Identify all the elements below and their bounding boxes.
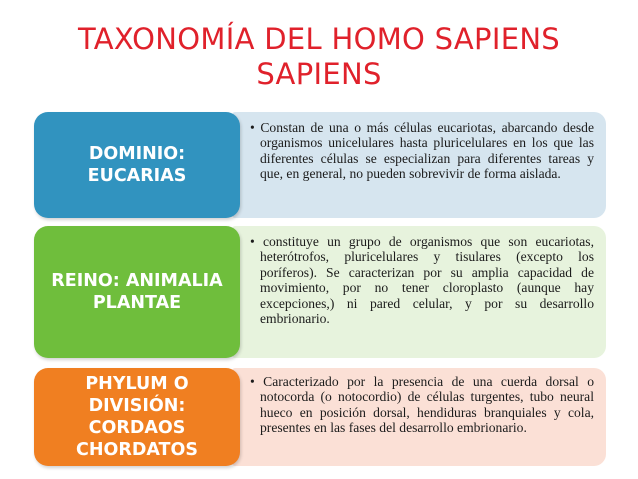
label-box-reino — [34, 226, 240, 358]
description-panel-reino — [232, 226, 606, 358]
label-text-reino: REINO: ANIMALIA PLANTAE — [51, 271, 223, 313]
description-panel-dominio — [232, 112, 606, 218]
label-box-phylum — [34, 368, 240, 466]
taxonomy-row-phylum — [34, 368, 606, 466]
description-text-phylum: • Caracterizado por la presencia de una cuerda dorsal o notocorda (o notocordio) de células turgentes, tubo neural hueco en posición dorsal, hendiduras branquiales y cola, presentes en las fases del desarrollo embrionario. — [250, 374, 594, 436]
taxonomy-row-dominio — [34, 112, 606, 218]
description-panel-phylum — [232, 368, 606, 466]
slide-title: TAXONOMÍA DEL HOMO SAPIENS SAPIENS — [77, 22, 561, 91]
label-box-dominio — [34, 112, 240, 218]
label-text-dominio: DOMINIO: EUCARIAS — [87, 144, 187, 186]
description-text-reino: • constituye un grupo de organismos que son eucariotas, heterótrofos, pluricelulares y tisulares (excepto los poríferos). Se caracterizan por su amplia capacidad de movimiento, por no tener cloroplasto (aunque hay excepciones,) ni pared celular, y por su desarrollo embrionario. — [250, 234, 594, 327]
taxonomy-row-reino — [34, 226, 606, 358]
description-text-dominio: • Constan de una o más células eucariotas, abarcando desde organismos unicelulares hasta pluricelulares en los que las diferentes células se especializan para diferentes tareas y que, en general, no pueden sobrevivir de forma aislada. — [250, 120, 594, 182]
label-text-phylum: PHYLUM O DIVISIÓN: CORDAOS CHORDATOS — [76, 374, 198, 460]
